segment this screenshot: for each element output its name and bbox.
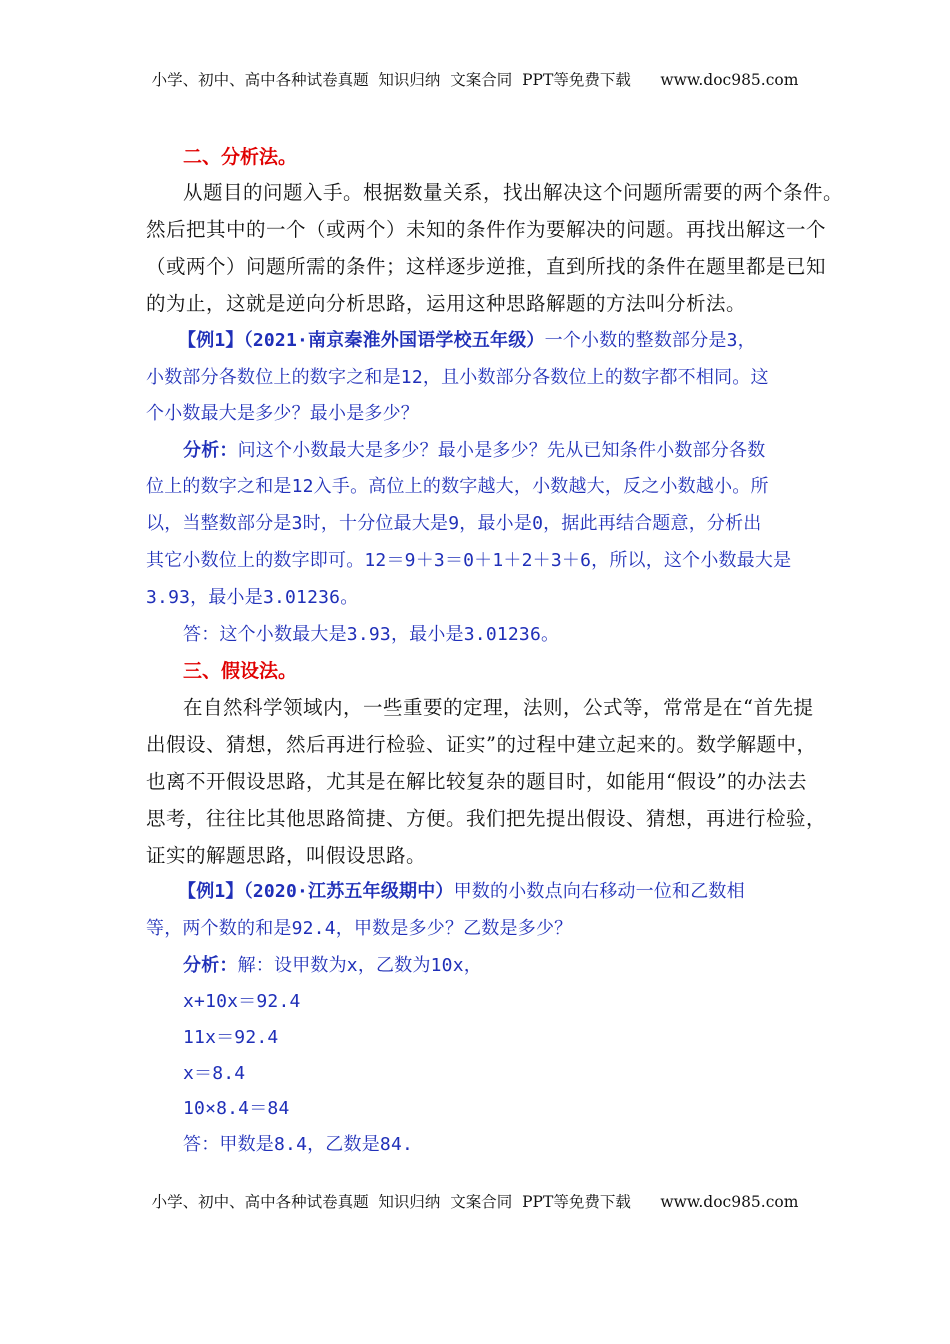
analysis-line: 位上的数字之和是12入手。高位上的数字越大，小数越大，反之小数越小。所 xyxy=(146,476,769,497)
paragraph-line: 然后把其中的一个（或两个）未知的条件作为要解决的问题。再找出解这一个 xyxy=(146,218,827,241)
paragraph-line: 也离不开假设思路，尤其是在解比较复杂的题目时，如能用“假设”的办法去 xyxy=(146,770,807,793)
example-line: 等，两个数的和是92.4，甲数是多少？乙数是多少？ xyxy=(146,918,573,939)
page-header: 小学、初中、高中各种试卷真题 知识归纳 文案合同 PPT等免费下载 www.doc985.com xyxy=(151,71,799,89)
section-heading-hypothesis: 三、假设法。 xyxy=(183,660,298,682)
analysis-line: 3.93，最小是3.01236。 xyxy=(146,587,359,608)
paragraph-line: 在自然科学领域内，一些重要的定理，法则，公式等，常常是在“首先提 xyxy=(183,696,814,719)
equation-step: 10×8.4＝84 xyxy=(183,1098,290,1119)
paragraph-line: 思考，往往比其他思路简捷、方便。我们把先提出假设、猜想，再进行检验， xyxy=(146,807,827,830)
equation-step: 11x＝92.4 xyxy=(183,1027,279,1048)
analysis-label: 分析： xyxy=(183,955,238,976)
analysis-line: 其它小数位上的数字即可。12＝9＋3＝0＋1＋2＋3＋6，所以，这个小数最大是 xyxy=(146,550,792,571)
paragraph-line: 出假设、猜想，然后再进行检验、证实”的过程中建立起来的。数学解题中， xyxy=(146,733,817,756)
page-footer: 小学、初中、高中各种试卷真题 知识归纳 文案合同 PPT等免费下载 www.doc985.com xyxy=(151,1193,799,1211)
analysis-label: 分析： xyxy=(183,440,238,461)
equation-step: x+10x＝92.4 xyxy=(183,991,301,1012)
analysis-line xyxy=(183,953,482,979)
analysis-text: 问这个小数最大是多少？最小是多少？先从已知条件小数部分各数 xyxy=(237,440,766,461)
example-line xyxy=(178,328,756,354)
paragraph-line: 的为止，这就是逆向分析思路，运用这种思路解题的方法叫分析法。 xyxy=(146,292,747,315)
example-line: 小数部分各数位上的数字之和是12，且小数部分各数位上的数字都不相同。这 xyxy=(146,367,769,388)
paragraph-line: （或两个）问题所需的条件；这样逐步逆推，直到所找的条件在题里都是已知 xyxy=(146,255,827,278)
example-text: 一个小数的整数部分是3， xyxy=(544,330,756,351)
analysis-text: 解：设甲数为x，乙数为10x， xyxy=(237,955,482,976)
section-heading-analysis: 二、分析法。 xyxy=(183,146,298,168)
example-line: 个小数最大是多少？最小是多少？ xyxy=(146,403,419,424)
answer-line: 答：甲数是8.4，乙数是84. xyxy=(183,1134,414,1155)
analysis-line: 以，当整数部分是3时，十分位最大是9，最小是0，据此再结合题意，分析出 xyxy=(146,513,762,534)
paragraph-line: 从题目的问题入手。根据数量关系，找出解决这个问题所需要的两个条件。 xyxy=(183,181,844,204)
equation-step: x＝8.4 xyxy=(183,1063,246,1084)
paragraph-line: 证实的解题思路，叫假设思路。 xyxy=(146,844,427,867)
example-label: 【例1】（2020·江苏五年级期中） xyxy=(178,881,454,902)
example-label: 【例1】（2021·南京秦淮外国语学校五年级） xyxy=(178,330,545,351)
example-text: 甲数的小数点向右移动一位和乙数相 xyxy=(453,881,745,902)
analysis-line xyxy=(183,438,765,464)
example-line xyxy=(178,879,745,905)
answer-line: 答：这个小数最大是3.93，最小是3.01236。 xyxy=(183,624,560,645)
